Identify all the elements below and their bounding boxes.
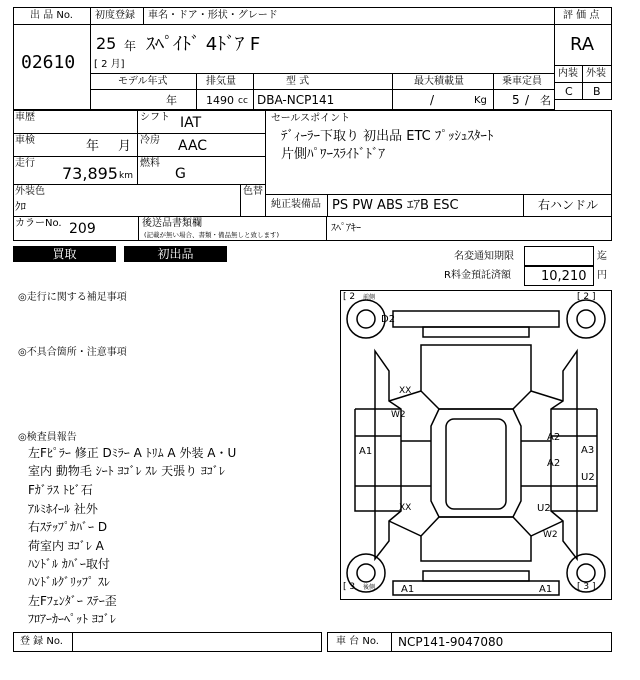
genuine-label: 純正装備品 [271,199,321,210]
report-line: 室内 動物毛 ｼｰﾄ ﾖｺﾞﾚ ｽﾚ 天張り ﾖｺﾞﾚ [28,464,225,478]
docs-cell [326,216,612,241]
mark-xx-rear: XX [399,503,412,513]
report-line: 荷室内 ﾖｺﾞﾚ A [28,539,104,553]
mark-d2: D2 [381,314,396,325]
ac-label: 冷房 [140,135,160,146]
driving-notes-label: ◎走行に関する補足事項 [18,292,127,303]
sales-point-label: セールスポイント [271,113,351,124]
corner-rear-right: [ 3 ] [577,582,596,592]
recycle-fee-value: 10,210 [541,269,587,284]
inspection-year-unit: 年 [86,139,100,154]
type-label: 型 式 [286,76,310,87]
corner-front-right: [ 2 ] [577,292,596,302]
rename-deadline-label: 名変通知期限 [454,251,514,262]
rename-deadline-field [524,246,594,266]
report-line: 左Fﾌｪﾝﾀﾞｰ ｽﾃｰ歪 [28,594,117,608]
inspector-report-label: ◎検査員報告 [18,432,77,443]
fuel-value: G [175,166,186,182]
divider [493,73,494,110]
shift-value: IAT [180,115,202,131]
divider [13,156,266,157]
first-listing-tag: 初出品 [124,246,227,262]
lot-number: 02610 [21,52,76,73]
mark-a1-left: A1 [359,446,373,457]
corner-front-left-note: 前側 [363,294,376,301]
corner-rear-left-note: 後側 [363,584,376,591]
ext-color-label: 外装色 [15,186,45,197]
ext-color-value: ｸﾛ [15,200,26,213]
exterior-grade: B [593,85,601,98]
spec-row-divider [90,89,555,90]
chassis-number: NCP141-9047080 [398,635,504,649]
mark-w2-left: W2 [391,410,406,420]
sales-point-line1: ﾃﾞｨｰﾗｰ下取り 初出品 ETC ﾌﾟｯｼｭｽﾀｰﾄ [281,129,494,144]
model-year-unit: 年 [166,94,177,107]
divider [13,133,266,134]
mark-a2-right: A2 [547,432,561,443]
reg-no-label: 登 録 No. [20,636,63,647]
ext-color-cell [13,184,266,217]
report-line: 右ｽﾃｯﾌﾟｶﾊﾞｰ D [28,520,108,534]
mark-a3-right: A3 [581,445,595,456]
genuine-equipment: PS PW ABS ｴｱB ESC [332,198,459,213]
car-diagram [340,290,612,600]
report-line: ﾊﾝﾄﾞﾙｸﾞﾘｯﾌﾟ ｽﾚ [28,575,110,589]
mark-xx-front: XX [399,386,412,396]
color-no-value: 209 [69,221,96,237]
interior-label: 内装 [558,68,578,79]
rename-deadline-unit: 迄 [597,251,607,262]
corner-rear-left: [ 3 [343,582,356,592]
recycle-fee-label: R料金預託済額 [444,270,511,281]
chassis-label: 車 台 No. [336,636,379,647]
inspection-month-unit: 月 [118,139,132,154]
displacement-value: 1490 [206,94,234,107]
report-line: ﾌﾛｱｰｶｰﾍﾟｯﾄ ﾖｺﾞﾚ [28,612,116,626]
capacity-slash: / [525,93,530,107]
score-value: RA [570,34,595,55]
report-line: 左Fﾋﾟﾗｰ 修正 Dﾐﾗｰ A ﾄﾘﾑ A 外装 A・U [28,446,237,460]
divider [137,110,138,185]
model-year-label: モデル年式 [118,76,168,87]
divider [196,73,197,110]
shift-label: シフト [140,112,170,123]
docs-label: 後送品書類欄 [142,218,202,229]
steering-side: 右ハンドル [538,198,599,212]
corner-front-left: [ 2 [343,292,356,302]
reg-year-unit: 年 [124,39,137,53]
docs-value: ｽﾍﾟｱｷｰ [331,223,361,234]
mileage-unit: km [119,171,133,181]
car-name: ｽﾍﾟｲﾄﾞ 4ﾄﾞｱ F [146,34,261,55]
load-unit: Kg [474,95,487,106]
reg-month: [ 2 月] [94,59,125,70]
capacity-unit: 名 [540,94,551,107]
docs-note: (記載が無い場合、書類・備品無しと致します) [144,231,280,239]
mark-a1-rear-2: A1 [539,584,553,595]
capacity-value: 5 [512,93,520,107]
reg-no-field [72,632,322,652]
mileage-value: 73,895 [62,164,118,183]
mark-u2-right: U2 [581,472,595,483]
interior-grade: C [565,85,573,98]
score-label: 評 価 点 [563,10,600,21]
type-value: DBA-NCP141 [257,93,335,107]
divider [327,194,328,217]
sales-point-line2: 片側ﾊﾟﾜｰｽﾗｲﾄﾞﾄﾞｱ [281,147,386,162]
divider [523,194,524,217]
color-change-label: 色替 [243,186,263,197]
max-load-label: 最大積載量 [414,76,464,87]
first-reg-label: 初度登録 [95,10,135,21]
mark-w2-right: W2 [543,530,558,540]
history-label: 車歴 [15,112,35,123]
ac-value: AAC [178,138,208,154]
divider [392,73,393,110]
tire-front-right [567,300,605,338]
capacity-label: 乗車定員 [502,76,542,87]
car-name-label: 車名・ドア・形状・グレード [148,10,278,21]
displacement-label: 排気量 [206,76,236,87]
displacement-unit: cc [238,96,248,106]
load-value: / [430,93,435,107]
report-line: ｱﾙﾐﾎｲｰﾙ 社外 [28,502,98,516]
tire-front-left [347,300,385,338]
recycle-fee-unit: 円 [597,270,607,281]
defects-notes-label: ◎不具合箇所・注意事項 [18,347,127,358]
divider [143,7,144,25]
report-line: ﾊﾝﾄﾞﾙ ｶﾊﾞｰ取付 [28,557,110,571]
report-line: Fｶﾞﾗｽ ﾄﾋﾞ石 [28,483,93,497]
reg-year: 25 [96,34,117,53]
fuel-label: 燃料 [140,158,160,169]
color-no-label: カラーNo. [15,218,62,229]
mark-a2-right-lower: A2 [547,458,561,469]
car-outline [341,291,611,599]
mark-u2-right-rear: U2 [537,503,551,514]
divider [253,73,254,110]
divider [240,184,241,217]
inspection-label: 車検 [15,135,35,146]
lot-label: 出 品 No. [30,10,73,21]
mileage-label: 走行 [15,158,35,169]
exterior-label: 外装 [586,68,606,79]
mark-a1-rear-1: A1 [401,584,415,595]
buy-tag: 買取 [13,246,116,262]
